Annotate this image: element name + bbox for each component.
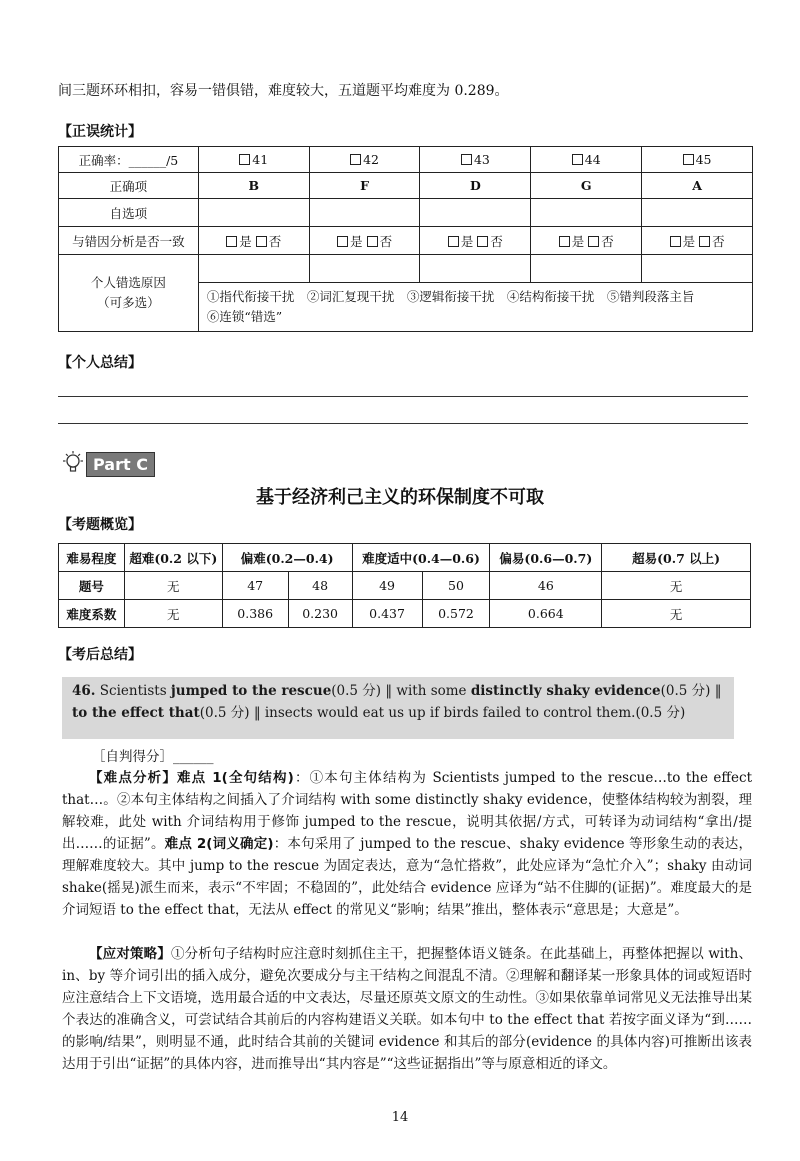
writing-line — [58, 396, 748, 397]
overview-row-coef — [59, 600, 751, 628]
yes-checkbox[interactable] — [559, 236, 570, 247]
q46-text: (0.5 分) ‖ insects would eat us up if birds failed to control them.(0.5 分) — [199, 705, 686, 721]
stats-row-rate — [59, 147, 753, 173]
cause-label: 个人错选原因 （可多选） — [59, 255, 199, 332]
self-cell[interactable] — [642, 199, 753, 227]
writing-line — [58, 423, 748, 424]
yes-checkbox[interactable] — [337, 236, 348, 247]
cause-blank — [531, 255, 642, 283]
num-cell: 无 — [602, 572, 751, 600]
q46-key: distinctly shaky evidence — [470, 683, 661, 699]
cause-blank — [420, 255, 531, 283]
num-cell: 无 — [124, 572, 222, 600]
answer-cell: F — [309, 173, 420, 199]
level-cell: 难度适中(0.4—0.6) — [352, 544, 490, 572]
self-cell[interactable] — [198, 199, 309, 227]
q-cell: 42 — [309, 147, 420, 173]
q46-key: to the effect that — [72, 705, 200, 721]
num-cell: 50 — [422, 572, 490, 600]
self-cell[interactable] — [309, 199, 420, 227]
level-label: 难易程度 — [59, 544, 125, 572]
q46-text: Scientists — [95, 683, 171, 699]
num-cell: 49 — [352, 572, 422, 600]
q46-key: jumped to the rescue — [170, 683, 332, 699]
num-label: 题号 — [59, 572, 125, 600]
answer-cell: D — [420, 173, 531, 199]
intro-line: 间三题环环相扣，容易一错俱错，难度较大，五道题平均难度为 0.289。 — [58, 83, 509, 99]
checkbox[interactable] — [572, 154, 583, 165]
no-checkbox[interactable] — [699, 236, 710, 247]
after-heading: 【考后总结】 — [58, 647, 142, 663]
stats-heading: 【正误统计】 — [58, 124, 142, 140]
q-cell: 45 — [642, 147, 753, 173]
overview-table — [58, 543, 751, 628]
stats-row-consistent — [59, 227, 753, 255]
yes-checkbox[interactable] — [226, 236, 237, 247]
cause-blank — [642, 255, 753, 283]
yes-checkbox[interactable] — [670, 236, 681, 247]
stats-row-correct — [59, 173, 753, 199]
coef-cell: 0.230 — [288, 600, 352, 628]
q46-text: (0.5 分) ‖ with some — [331, 683, 471, 699]
cause-blank — [309, 255, 420, 283]
question-number: 46. — [72, 683, 96, 699]
q46-text: (0.5 分) ‖ — [660, 683, 722, 699]
checkbox[interactable] — [239, 154, 250, 165]
coef-cell: 0.664 — [490, 600, 602, 628]
rate-label: 正确率：______/5 — [59, 147, 199, 173]
page-number: 14 — [391, 1110, 409, 1125]
answer-cell: A — [642, 173, 753, 199]
part-label: Part C — [86, 452, 155, 477]
no-checkbox[interactable] — [477, 236, 488, 247]
coef-cell: 0.572 — [422, 600, 490, 628]
self-cell[interactable] — [420, 199, 531, 227]
cause-options — [198, 283, 752, 332]
summary-heading: 【个人总结】 — [58, 355, 142, 371]
num-cell: 47 — [222, 572, 288, 600]
checkbox[interactable] — [461, 154, 472, 165]
correct-label: 正确项 — [59, 173, 199, 199]
yes-checkbox[interactable] — [448, 236, 459, 247]
num-cell: 46 — [490, 572, 602, 600]
coef-cell: 无 — [602, 600, 751, 628]
overview-row-num — [59, 572, 751, 600]
level-cell: 超难(0.2 以下) — [124, 544, 222, 572]
level-cell: 偏难(0.2—0.4) — [222, 544, 352, 572]
analysis-paragraph — [62, 767, 752, 921]
no-checkbox[interactable] — [588, 236, 599, 247]
q-cell: 41 — [198, 147, 309, 173]
num-cell: 48 — [288, 572, 352, 600]
stats-row-self — [59, 199, 753, 227]
checkbox[interactable] — [350, 154, 361, 165]
strategy-text: ①分析句子结构时应注意时刻抓住主干，把握整体语义链条。在此基础上，再整体把握以 with、in、by 等介词引出的插入成分，避免次要成分与主干结构之间混乱不清。②理解和翻译某一形象具体的词或短语时应注意结合上下文语境，选用最合适的中文表达，尽量还原英文原文的生动性。③如果依靠单词常见义无法推导出某个表达的准确含义，可尝试结合其前后的内容构建语义关联。如本句中 to the effect that 若按字面义译为“到……的影响/结果”，则明显不通，此时结合其前的关键词 evidence 和其后的部分(evidence 的具体内容)可推断出该表达用于引出“证据”的具体内容，进而推导出“其内容是”“这些证据指出”等与原意相近的译文。 — [62, 946, 752, 1072]
analysis-text: ：本句采用了 jumped to the rescue、shaky evidence 等形象生动的表达，理解难度较大。其中 jump to the rescue 为固定表达，意为“急忙搭救”，此处应译为“急忙介入”；shaky 由动词 shake(摇晃)派生而来，表示“不牢固；不稳固的”，此处结合 evidence 应译为“站不住脚的(证据)”。难度最大的是介词短语 to the effect that，无法从 effect 的常见义“影响；结果”推出，整体表示“意思是；大意是”。 — [62, 836, 752, 918]
checkbox[interactable] — [683, 154, 694, 165]
overview-heading: 【考题概览】 — [58, 517, 142, 533]
strategy-key: 【应对策略】 — [89, 946, 171, 962]
overview-row-level — [59, 544, 751, 572]
cause-blank — [198, 255, 309, 283]
section-title: 基于经济利己主义的环保制度不可取 — [256, 487, 544, 508]
self-score: ［自判得分］______ — [92, 749, 214, 765]
analysis-key: 难点 2(词义确定) — [164, 836, 274, 852]
coef-cell: 0.437 — [352, 600, 422, 628]
yes-no-cell: 是 否 — [309, 227, 420, 255]
analysis-key: 【难点分析】难点 1(全句结构) — [89, 770, 294, 786]
lightbulb-icon — [60, 450, 86, 476]
stats-row-cause-blank — [59, 255, 753, 283]
coef-cell: 无 — [124, 600, 222, 628]
analysis-text: ：①本句主体结构为 Scientists jumped to the rescue…to the effect that…。②本句主体结构之间插入了介词结构 with some distinctly shaky evidence，使整体结构较为割裂，理解较难，此处 with 介词结构用于修饰 jumped to the rescue，说明其依据/方式，可转译为动词结构“拿出/提出……的证据”。 — [62, 770, 752, 852]
coef-cell: 0.386 — [222, 600, 288, 628]
stats-table — [58, 146, 753, 332]
consistent-label: 与错因分析是否一致 — [59, 227, 199, 255]
yes-no-cell: 是 否 — [642, 227, 753, 255]
answer-cell: G — [531, 173, 642, 199]
question-46-box — [62, 677, 734, 739]
cause-options-line1: ①指代衔接干扰 ②词汇复现干扰 ③逻辑衔接干扰 ④结构衔接干扰 ⑤错判段落主旨 — [206, 289, 695, 304]
yes-no-cell: 是 否 — [420, 227, 531, 255]
coef-label: 难度系数 — [59, 600, 125, 628]
answer-cell: B — [198, 173, 309, 199]
yes-no-cell: 是 否 — [198, 227, 309, 255]
q-cell: 43 — [420, 147, 531, 173]
self-cell[interactable] — [531, 199, 642, 227]
level-cell: 超易(0.7 以上) — [602, 544, 751, 572]
cause-options-line2: ⑥连锁“错选” — [206, 309, 283, 324]
strategy-paragraph — [62, 943, 752, 1075]
no-checkbox[interactable] — [256, 236, 267, 247]
yes-no-cell: 是 否 — [531, 227, 642, 255]
no-checkbox[interactable] — [367, 236, 378, 247]
level-cell: 偏易(0.6—0.7) — [490, 544, 602, 572]
self-label: 自选项 — [59, 199, 199, 227]
q-cell: 44 — [531, 147, 642, 173]
